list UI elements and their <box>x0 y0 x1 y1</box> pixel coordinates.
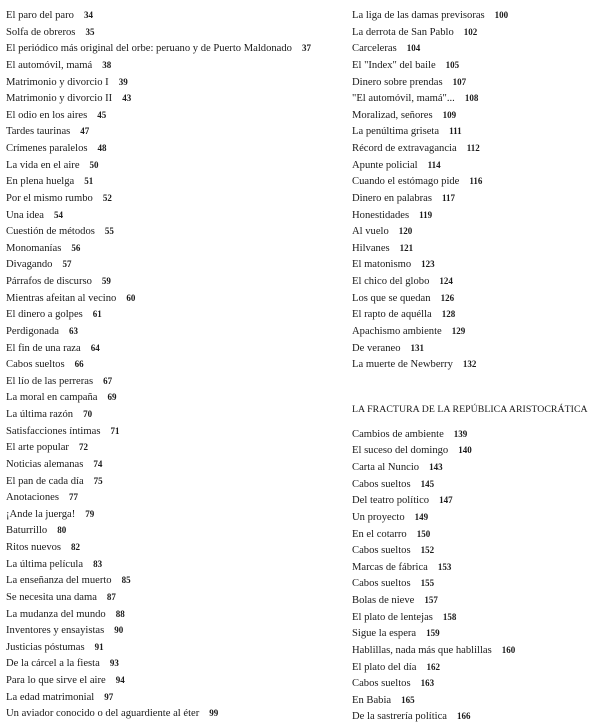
toc-list-right-top <box>352 7 598 373</box>
entry-page-number: 57 <box>62 259 72 270</box>
toc-entry <box>6 506 336 523</box>
entry-title: Por el mismo rumbo <box>6 192 93 204</box>
entry-title: Del teatro político <box>352 495 430 507</box>
entry-title: Monomanías <box>6 242 62 254</box>
entry-title: Ritos nuevos <box>6 542 62 553</box>
toc-entry <box>352 107 598 124</box>
toc-entry <box>6 107 336 124</box>
entry-page-number: 64 <box>90 342 100 353</box>
toc-entry <box>6 606 336 623</box>
entry-page-number: 152 <box>420 545 435 556</box>
entry-title: Se necesita una dama <box>6 591 97 603</box>
toc-entry <box>6 157 336 174</box>
entry-page-number: 48 <box>97 143 107 153</box>
entry-title: El suceso del domingo <box>352 445 449 457</box>
entry-title: La liga de las damas previsoras <box>352 10 485 21</box>
entry-page-number: 160 <box>501 644 516 655</box>
entry-title: Para lo que sirve el aire <box>6 675 106 686</box>
toc-entry <box>352 459 598 476</box>
entry-title: Noticias alemanas <box>6 458 84 470</box>
entry-page-number: 104 <box>406 43 421 54</box>
entry-title: La edad matrimonial <box>6 691 95 703</box>
entry-page-number: 97 <box>104 691 114 702</box>
entry-page-number: 117 <box>442 192 456 203</box>
entry-page-number: 52 <box>102 192 112 203</box>
toc-entry <box>6 7 336 24</box>
entry-page-number: 70 <box>83 409 93 419</box>
entry-title: Sigue la espera <box>352 628 417 640</box>
entry-page-number: 116 <box>469 176 483 187</box>
toc-entry <box>352 223 598 240</box>
entry-page-number: 129 <box>451 325 466 336</box>
entry-title: Divagando <box>6 259 53 271</box>
entry-title: El pan de cada día <box>6 475 84 487</box>
toc-column-left <box>6 7 336 722</box>
toc-entry <box>6 140 336 157</box>
entry-page-number: 149 <box>414 511 429 522</box>
toc-entry <box>6 256 336 273</box>
entry-page-number: 72 <box>78 442 88 453</box>
toc-entry <box>352 642 598 659</box>
entry-page-number: 102 <box>463 26 478 37</box>
entry-title: "El automóvil, mamá"... <box>352 93 455 105</box>
toc-entry <box>6 356 336 373</box>
entry-page-number: 119 <box>419 209 433 220</box>
entry-page-number: 35 <box>85 26 95 37</box>
entry-page-number: 158 <box>442 611 457 622</box>
toc-entry <box>352 708 598 725</box>
entry-page-number: 63 <box>68 325 78 336</box>
toc-entry <box>352 323 598 340</box>
toc-entry <box>352 24 598 41</box>
entry-page-number: 108 <box>464 93 479 104</box>
entry-page-number: 93 <box>109 658 119 669</box>
entry-page-number: 61 <box>92 309 102 320</box>
entry-title: Cabos sueltos <box>352 478 411 490</box>
entry-page-number: 67 <box>103 375 113 386</box>
toc-entry <box>6 40 336 57</box>
entry-page-number: 105 <box>445 59 460 70</box>
entry-title: Matrimonio y divorcio II <box>6 93 113 105</box>
toc-entry <box>6 306 336 323</box>
toc-entry <box>6 589 336 606</box>
entry-title: ¡Ande la juerga! <box>6 508 76 520</box>
entry-title: En el cotarro <box>352 528 407 540</box>
toc-entry <box>352 492 598 509</box>
entry-title: Baturrillo <box>6 525 48 537</box>
entry-page-number: 120 <box>398 226 413 237</box>
entry-page-number: 94 <box>115 675 125 685</box>
entry-title: La muerte de Newberry <box>352 359 453 371</box>
entry-title: Satisfacciones íntimas <box>6 425 101 437</box>
toc-entry <box>6 290 336 307</box>
toc-entry <box>352 356 598 373</box>
entry-page-number: 109 <box>442 109 457 120</box>
toc-entry <box>352 625 598 642</box>
entry-page-number: 51 <box>84 176 94 187</box>
entry-title: Un aviador conocido o del aguardiente al éter <box>6 708 200 720</box>
toc-entry <box>352 190 598 207</box>
entry-page-number: 83 <box>93 558 103 569</box>
toc-entry <box>352 526 598 543</box>
toc-entry <box>6 639 336 656</box>
entry-page-number: 124 <box>439 276 453 286</box>
entry-page-number: 79 <box>85 508 95 519</box>
toc-entry <box>6 24 336 41</box>
toc-entry <box>352 692 598 709</box>
entry-page-number: 99 <box>209 708 219 719</box>
entry-title: Hablillas, nada más que hablillas <box>352 644 492 656</box>
entry-title: Cabos sueltos <box>352 578 411 590</box>
toc-entry <box>6 373 336 390</box>
entry-title: De veraneo <box>352 342 401 354</box>
toc-entry <box>6 572 336 589</box>
toc-entry <box>352 90 598 107</box>
toc-entry <box>6 439 336 456</box>
toc-entry <box>352 476 598 493</box>
entry-page-number: 60 <box>126 292 136 303</box>
entry-title: El arte popular <box>6 442 69 454</box>
entry-title: De la sastrería política <box>352 711 448 723</box>
toc-entry <box>352 57 598 74</box>
toc-entry <box>352 74 598 91</box>
toc-entry <box>352 256 598 273</box>
entry-title: La penúltima griseta <box>352 126 440 138</box>
entry-page-number: 87 <box>106 591 116 602</box>
entry-page-number: 163 <box>420 678 435 689</box>
toc-entry <box>6 190 336 207</box>
entry-title: La moral en campaña <box>6 392 98 404</box>
toc-column-right <box>352 7 598 725</box>
entry-page-number: 155 <box>420 578 435 589</box>
entry-page-number: 55 <box>104 226 114 237</box>
entry-page-number: 37 <box>301 43 311 54</box>
toc-entry <box>352 173 598 190</box>
entry-title: Inventores y ensayistas <box>6 625 105 637</box>
toc-entry <box>6 705 336 722</box>
toc-entry <box>352 290 598 307</box>
entry-page-number: 145 <box>420 478 435 489</box>
entry-title: Récord de extravagancia <box>352 143 457 154</box>
toc-entry <box>6 423 336 440</box>
toc-entry <box>6 522 336 539</box>
entry-title: Dinero sobre prendas <box>352 76 443 88</box>
entry-page-number: 100 <box>494 10 509 20</box>
toc-entry <box>6 173 336 190</box>
entry-page-number: 162 <box>426 661 440 672</box>
toc-entry <box>6 556 336 573</box>
entry-title: El dinero a golpes <box>6 309 83 321</box>
entry-title: El matonismo <box>352 259 412 271</box>
entry-page-number: 43 <box>122 93 132 104</box>
entry-title: Mientras afeitan al vecino <box>6 292 117 304</box>
entry-title: Cabos sueltos <box>352 678 411 690</box>
entry-page-number: 54 <box>53 209 63 220</box>
toc-entry <box>352 123 598 140</box>
entry-title: Tardes taurinas <box>6 126 71 138</box>
entry-page-number: 147 <box>439 495 453 506</box>
entry-page-number: 50 <box>89 159 99 170</box>
toc-entry <box>6 622 336 639</box>
entry-page-number: 74 <box>93 458 103 469</box>
toc-entry <box>6 539 336 556</box>
entry-page-number: 131 <box>410 342 425 353</box>
section-title: LA FRACTURA DE LA REPÚBLICA ARISTOCRÁTICA <box>352 403 588 415</box>
toc-entry <box>352 609 598 626</box>
toc-entry <box>352 40 598 57</box>
entry-title: Hilvanes <box>352 242 390 254</box>
entry-page-number: 157 <box>424 595 438 605</box>
toc-entry <box>6 223 336 240</box>
entry-title: Moralizad, señores <box>352 109 433 121</box>
toc-entry <box>352 659 598 676</box>
entry-title: Los que se quedan <box>352 292 431 304</box>
entry-title: Honestidades <box>352 209 410 221</box>
entry-title: Carceleras <box>352 43 397 55</box>
entry-title: El rapto de aquélla <box>352 309 432 321</box>
entry-page-number: 82 <box>71 542 81 552</box>
toc-entry <box>6 672 336 689</box>
entry-page-number: 71 <box>110 425 120 436</box>
entry-title: Apunte policial <box>352 159 418 171</box>
entry-page-number: 143 <box>429 462 443 472</box>
toc-entry <box>6 207 336 224</box>
toc-entry <box>352 592 598 609</box>
toc-entry <box>352 559 598 576</box>
toc-entry <box>352 157 598 174</box>
entry-title: El plato del día <box>352 661 417 673</box>
entry-title: Dinero en palabras <box>352 192 433 204</box>
entry-title: Una idea <box>6 209 44 221</box>
entry-title: Cuando el estómago pide <box>352 176 460 188</box>
entry-page-number: 88 <box>115 608 125 619</box>
toc-entry <box>352 207 598 224</box>
entry-page-number: 123 <box>421 259 435 270</box>
entry-title: Párrafos de discurso <box>6 276 92 287</box>
entry-page-number: 153 <box>437 561 452 572</box>
entry-title: La enseñanza del muerto <box>6 575 112 587</box>
entry-page-number: 69 <box>107 392 117 403</box>
toc-entry <box>6 273 336 290</box>
toc-entry <box>352 140 598 157</box>
entry-title: Solfa de obreros <box>6 26 76 38</box>
toc-entry <box>6 323 336 340</box>
entry-page-number: 114 <box>427 159 441 170</box>
toc-entry <box>6 456 336 473</box>
entry-page-number: 56 <box>71 242 81 253</box>
entry-page-number: 80 <box>57 525 67 536</box>
entry-page-number: 165 <box>401 694 415 705</box>
toc-entry <box>6 389 336 406</box>
toc-entry <box>352 442 598 459</box>
entry-title: Bolas de nieve <box>352 595 415 606</box>
toc-entry <box>352 340 598 357</box>
entry-title: Carta al Nuncio <box>352 462 420 473</box>
entry-page-number: 47 <box>80 126 90 137</box>
entry-title: De la cárcel a la fiesta <box>6 658 100 670</box>
entry-title: El lío de las perreras <box>6 375 94 387</box>
entry-title: En plena huelga <box>6 176 75 188</box>
entry-page-number: 140 <box>458 445 472 456</box>
entry-page-number: 166 <box>457 711 471 722</box>
entry-page-number: 34 <box>83 10 93 20</box>
entry-title: Marcas de fábrica <box>352 561 428 573</box>
toc-entry <box>352 306 598 323</box>
entry-title: La derrota de San Pablo <box>352 26 454 38</box>
entry-page-number: 85 <box>121 575 131 586</box>
entry-page-number: 139 <box>453 428 468 439</box>
entry-title: Matrimonio y divorcio I <box>6 76 109 88</box>
entry-page-number: 90 <box>114 625 124 636</box>
entry-page-number: 77 <box>68 492 78 503</box>
entry-title: Cuestión de métodos <box>6 226 95 238</box>
toc-list-right-bottom <box>352 426 598 725</box>
toc-entry <box>6 90 336 107</box>
toc-entry <box>6 74 336 91</box>
entry-title: Cabos sueltos <box>352 545 411 557</box>
entry-page-number: 121 <box>399 242 414 253</box>
entry-title: Al vuelo <box>352 226 389 238</box>
entry-page-number: 159 <box>426 628 440 639</box>
entry-page-number: 38 <box>102 59 112 70</box>
entry-title: El odio en los aires <box>6 109 88 121</box>
entry-title: El plato de lentejas <box>352 611 433 623</box>
entry-page-number: 128 <box>441 309 456 320</box>
entry-page-number: 59 <box>101 276 111 286</box>
toc-entry <box>6 489 336 506</box>
toc-entry <box>6 340 336 357</box>
toc-entry <box>352 542 598 559</box>
entry-title: La mudanza del mundo <box>6 608 106 620</box>
entry-page-number: 132 <box>462 359 477 370</box>
entry-page-number: 45 <box>97 109 107 120</box>
entry-title: Anotaciones <box>6 492 59 504</box>
entry-title: Perdigonada <box>6 325 59 337</box>
entry-page-number: 39 <box>118 76 128 87</box>
entry-page-number: 75 <box>93 475 103 486</box>
toc-entry <box>352 240 598 257</box>
toc-entry <box>6 473 336 490</box>
entry-title: Cabos sueltos <box>6 359 65 371</box>
toc-entry <box>6 655 336 672</box>
entry-title: El periódico más original del orbe: peruano y de Puerto Maldonado <box>6 43 292 55</box>
entry-title: Crímenes paralelos <box>6 143 88 154</box>
entry-title: La última película <box>6 558 84 570</box>
entry-title: El automóvil, mamá <box>6 59 93 71</box>
entry-page-number: 150 <box>416 528 431 539</box>
entry-page-number: 112 <box>466 143 480 153</box>
toc-entry <box>6 406 336 423</box>
entry-page-number: 107 <box>452 76 467 87</box>
entry-title: Un proyecto <box>352 511 405 523</box>
toc-entry <box>352 7 598 24</box>
entry-page-number: 111 <box>449 126 462 137</box>
entry-title: El chico del globo <box>352 276 430 287</box>
toc-entry <box>352 509 598 526</box>
entry-page-number: 66 <box>74 359 84 370</box>
entry-title: En Babia <box>352 694 392 706</box>
toc-entry <box>6 240 336 257</box>
entry-title: El "Index" del baile <box>352 59 436 71</box>
toc-entry <box>6 123 336 140</box>
entry-title: El paro del paro <box>6 10 74 21</box>
entry-page-number: 91 <box>94 641 104 652</box>
entry-title: Apachismo ambiente <box>352 325 442 337</box>
entry-title: La vida en el aire <box>6 159 80 171</box>
toc-entry <box>352 675 598 692</box>
entry-title: Justicias póstumas <box>6 641 85 653</box>
toc-entry <box>6 689 336 706</box>
entry-title: Cambios de ambiente <box>352 428 444 440</box>
entry-title: El fin de una raza <box>6 342 81 354</box>
toc-entry <box>352 575 598 592</box>
entry-page-number: 126 <box>440 292 455 303</box>
toc-entry <box>6 57 336 74</box>
toc-entry <box>352 426 598 443</box>
toc-entry <box>352 273 598 290</box>
entry-title: La última razón <box>6 409 74 420</box>
